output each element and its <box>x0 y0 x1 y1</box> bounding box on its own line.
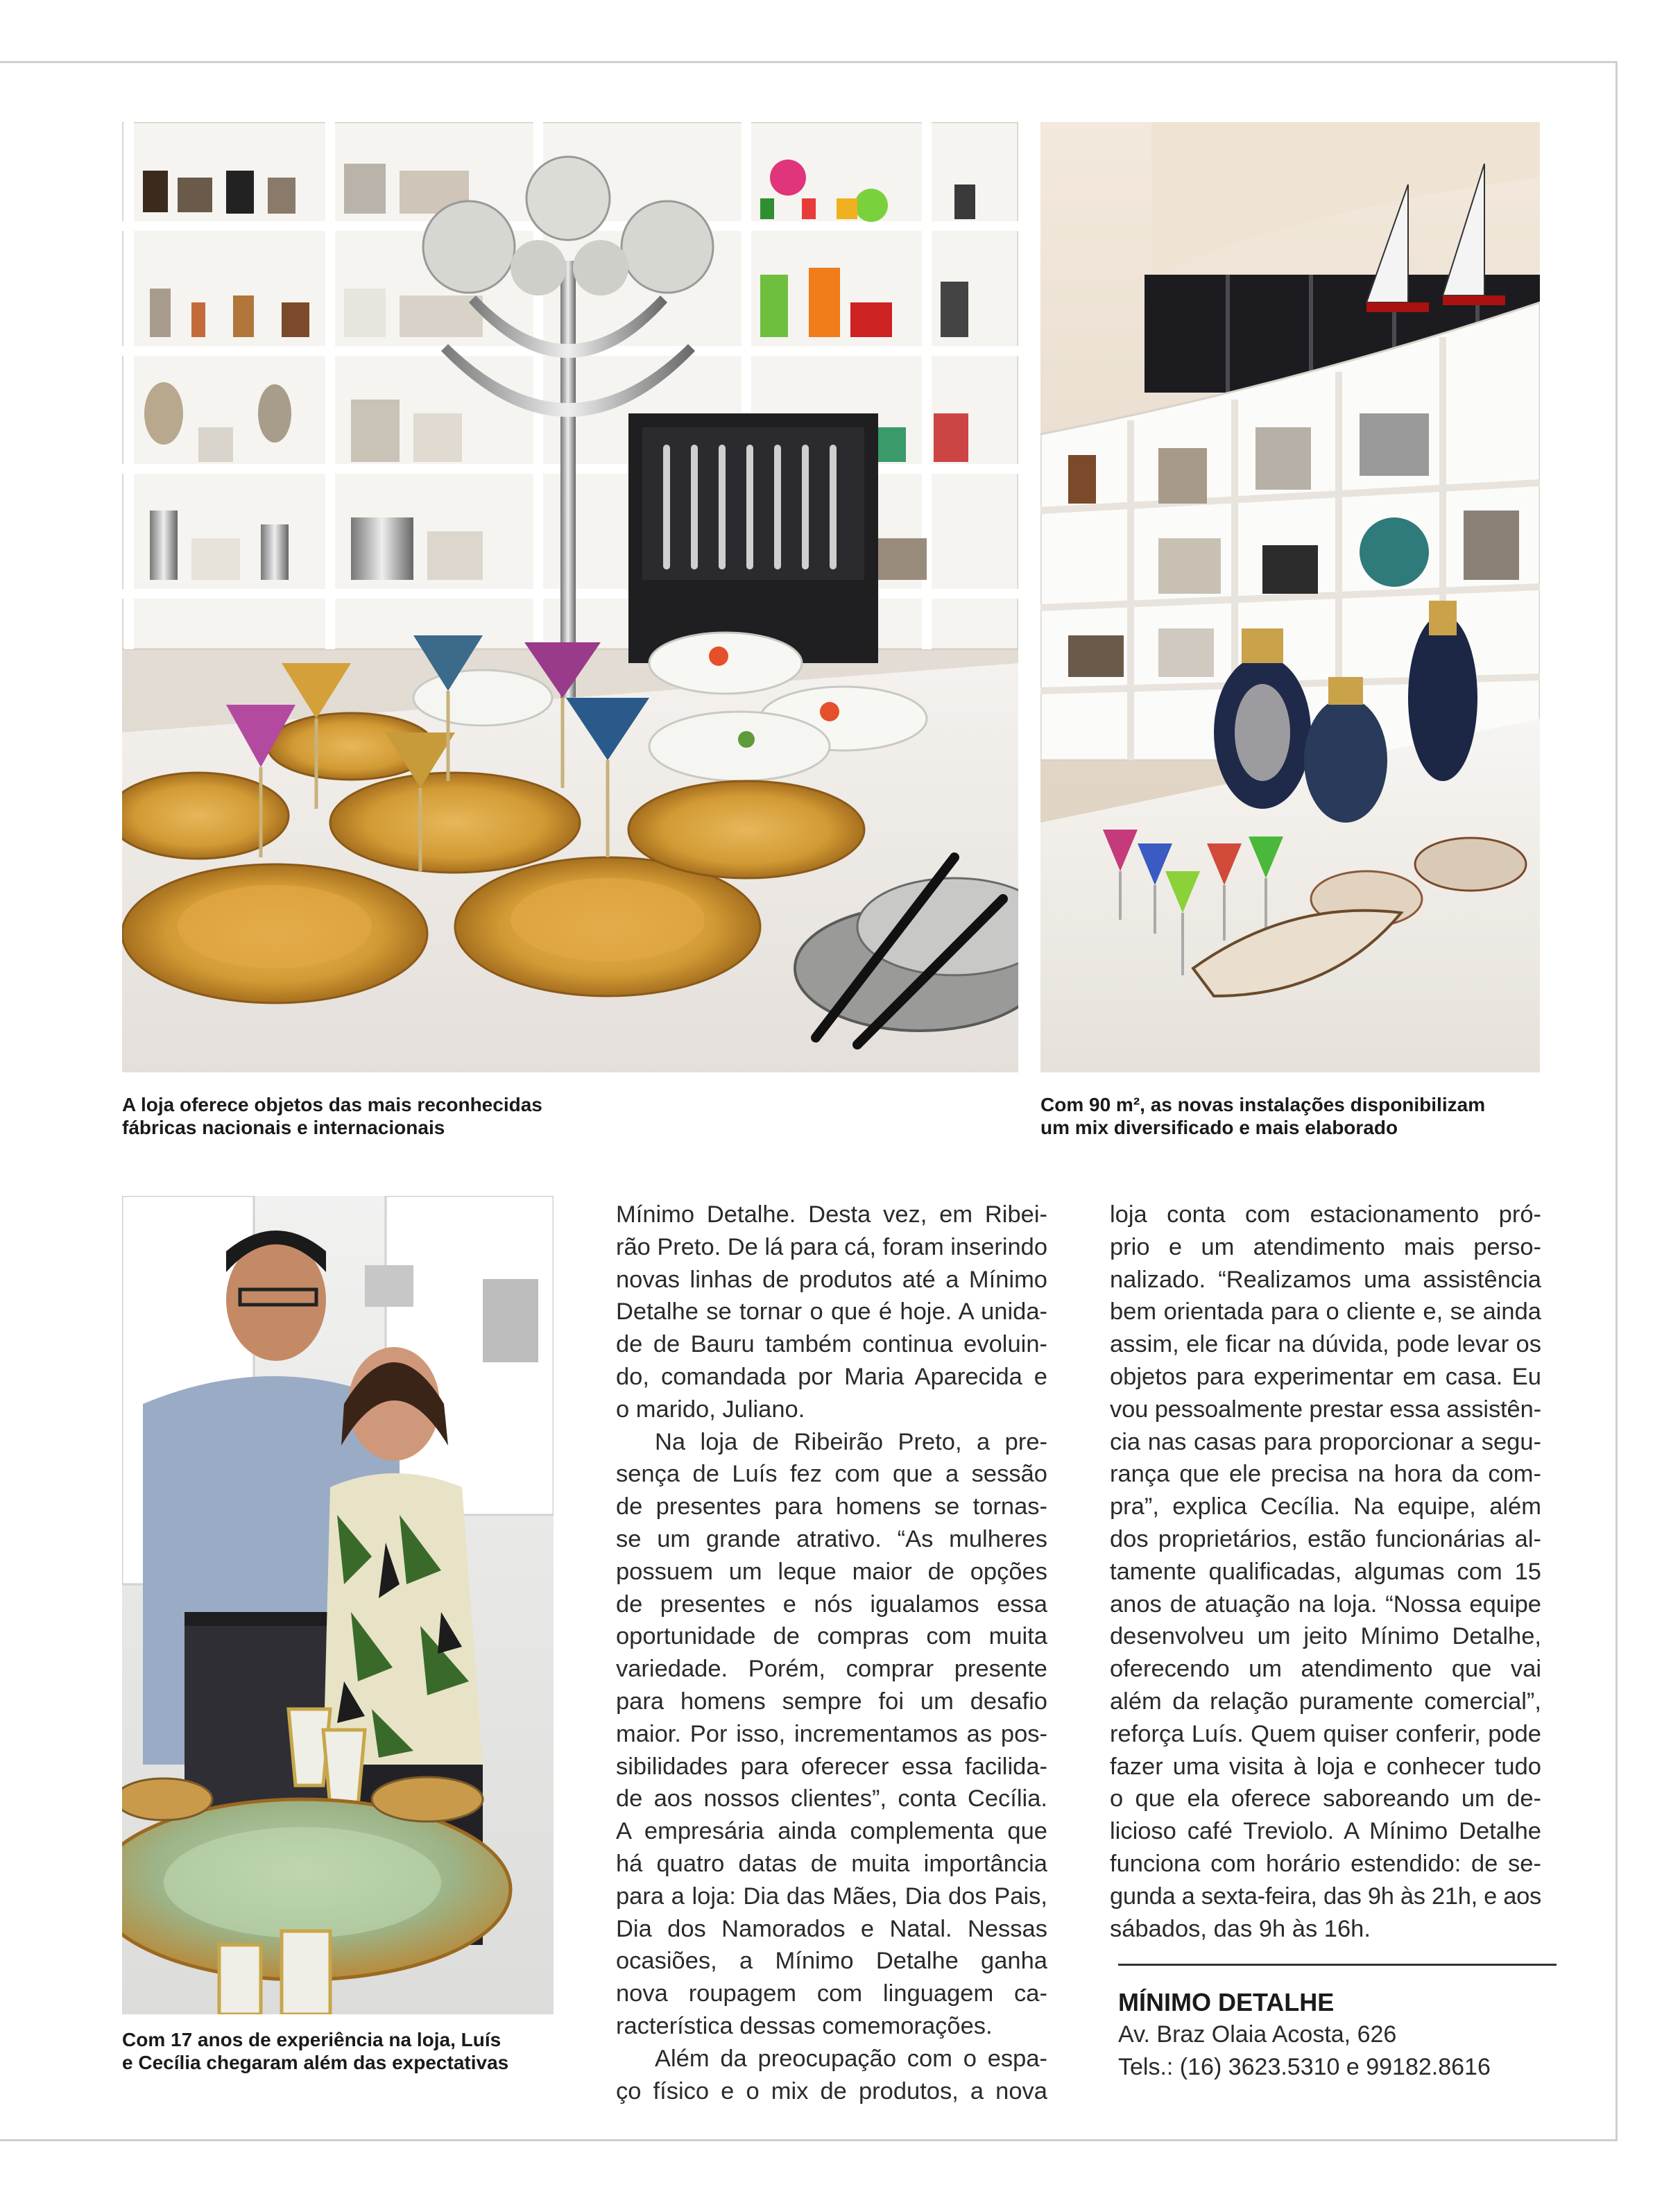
article-line: racterística dessas comemorações. <box>616 2012 993 2039</box>
article-line: sença de Luís fez com que a sessão <box>616 1461 1047 1488</box>
article-line: Mínimo Detalhe. Desta vez, em Ribei- <box>616 1201 1047 1228</box>
article-line: ço físico e o mix de produtos, a nova <box>616 2077 1047 2104</box>
article-line: nova roupagem com linguagem ca- <box>616 1980 1047 2007</box>
article-line: objetos para experimentar em casa. Eu <box>1110 1363 1541 1390</box>
article-line: prio e um atendimento mais perso- <box>1110 1233 1541 1260</box>
article-line: variedade. Porém, comprar presente <box>616 1656 1047 1683</box>
article-line: rança que ele precisa na hora da com- <box>1110 1461 1541 1488</box>
article-line: de de Bauru também continua evoluin- <box>616 1331 1047 1358</box>
article-line: o marido, Juliano. <box>616 1396 805 1423</box>
article-line: Na loja de Ribeirão Preto, a pre- <box>655 1428 1047 1455</box>
article-line: Além da preocupação com o espa- <box>655 2045 1047 2072</box>
caption-line: e Cecília chegaram além das expectativas <box>122 2052 509 2073</box>
article-line: anos de atuação na loja. “Nossa equipe <box>1110 1591 1541 1618</box>
article-line: cia nas casas para proporcionar a segu- <box>1110 1428 1541 1455</box>
article-line: A empresária ainda complementa que <box>616 1818 1047 1845</box>
article-line: assim, ele ficar na dúvida, pode levar os <box>1110 1331 1541 1358</box>
article-line: de presentes para homens se tornas- <box>616 1493 1047 1520</box>
caption-line: fábricas nacionais e internacionais <box>122 1117 445 1138</box>
article-line: loja conta com estacionamento pró- <box>1110 1201 1541 1228</box>
article-line: sábados, das 9h às 16h. <box>1110 1915 1371 1942</box>
article-line: novas linhas de produtos até a Mínimo <box>616 1266 1047 1293</box>
article-line: rão Preto. De lá para cá, foram inserindo <box>616 1233 1047 1260</box>
article-line: além da relação puramente comercial”, <box>1110 1688 1541 1715</box>
article-line: de aos nossos clientes”, conta Cecília. <box>616 1785 1047 1812</box>
caption-line: A loja oferece objetos das mais reconhecidas <box>122 1094 542 1115</box>
article-line: para a loja: Dia das Mães, Dia dos Pais, <box>616 1883 1047 1910</box>
caption-store-shelves <box>1040 1093 1485 1139</box>
article-line: do, comandada por Maria Aparecida e <box>616 1363 1047 1390</box>
article-line: Dia dos Namorados e Natal. Nessas <box>616 1915 1047 1942</box>
caption-line: um mix diversificado e mais elaborado <box>1040 1117 1398 1138</box>
article-line: sibilidades para oferecer essa facilida- <box>616 1753 1047 1780</box>
article-line: maior. Por isso, incrementamos as pos- <box>616 1720 1047 1747</box>
article-line: licioso café Treviolo. A Mínimo Detalhe <box>1110 1818 1541 1845</box>
article-line: desenvolveu um jeito Mínimo Detalhe, <box>1110 1623 1541 1650</box>
article-line: Detalhe se tornar o que é hoje. A unida- <box>616 1298 1047 1326</box>
article-column-1 <box>616 1199 1047 2107</box>
article-line: funciona com horário estendido: de se- <box>1110 1850 1541 1877</box>
article-line: oportunidade de compras com muita <box>616 1623 1047 1650</box>
article-line: há quatro datas de muita importância <box>616 1850 1047 1877</box>
article-line: possuem um leque maior de opções <box>616 1558 1047 1585</box>
article-line: vou pessoalmente prestar essa assistên- <box>1110 1396 1541 1423</box>
article-line: reforça Luís. Quem quiser conferir, pode <box>1110 1720 1541 1747</box>
caption-owners <box>122 2028 508 2074</box>
article-line: o que ela oferece saboreando um de- <box>1110 1785 1541 1812</box>
article-line: se um grande atrativo. “As mulheres <box>616 1525 1047 1552</box>
article-line: pra”, explica Cecília. Na equipe, além <box>1110 1493 1541 1520</box>
store-phones: Tels.: (16) 3623.5310 e 99182.8616 <box>1118 2054 1491 2080</box>
article-line: nalizado. “Realizamos uma assistência <box>1110 1266 1541 1293</box>
article-line: de presentes e nós igualamos essa <box>616 1591 1047 1618</box>
article-line: dos proprietários, estão funcionárias al- <box>1110 1525 1541 1552</box>
article-column-2 <box>1110 1199 1541 1945</box>
article-line: para homens sempre foi um desafio <box>616 1688 1047 1715</box>
store-address: Av. Braz Olaia Acosta, 626 <box>1118 2021 1397 2048</box>
store-name: MÍNIMO DETALHE <box>1118 1988 1335 2016</box>
article-line: ocasiões, a Mínimo Detalhe ganha <box>616 1948 1047 1975</box>
article-line: oferecendo um atendimento que vai <box>1110 1656 1541 1683</box>
store-info-box <box>1118 1964 1557 2084</box>
caption-line: Com 90 m², as novas instalações disponibilizam <box>1040 1094 1486 1115</box>
caption-store-interior <box>122 1093 542 1139</box>
article-line: gunda a sexta-feira, das 9h às 21h, e aos <box>1110 1883 1541 1910</box>
article-line: bem orientada para o cliente e, se ainda <box>1110 1298 1541 1326</box>
store-interior-photo <box>122 122 1018 1072</box>
owners-photo <box>122 1196 554 2014</box>
article-line: tamente qualificadas, algumas com 15 <box>1110 1558 1541 1585</box>
store-shelves-photo <box>1040 122 1540 1072</box>
article-line: fazer uma visita à loja e conhecer tudo <box>1110 1753 1541 1780</box>
caption-line: Com 17 anos de experiência na loja, Luís <box>122 2029 502 2050</box>
